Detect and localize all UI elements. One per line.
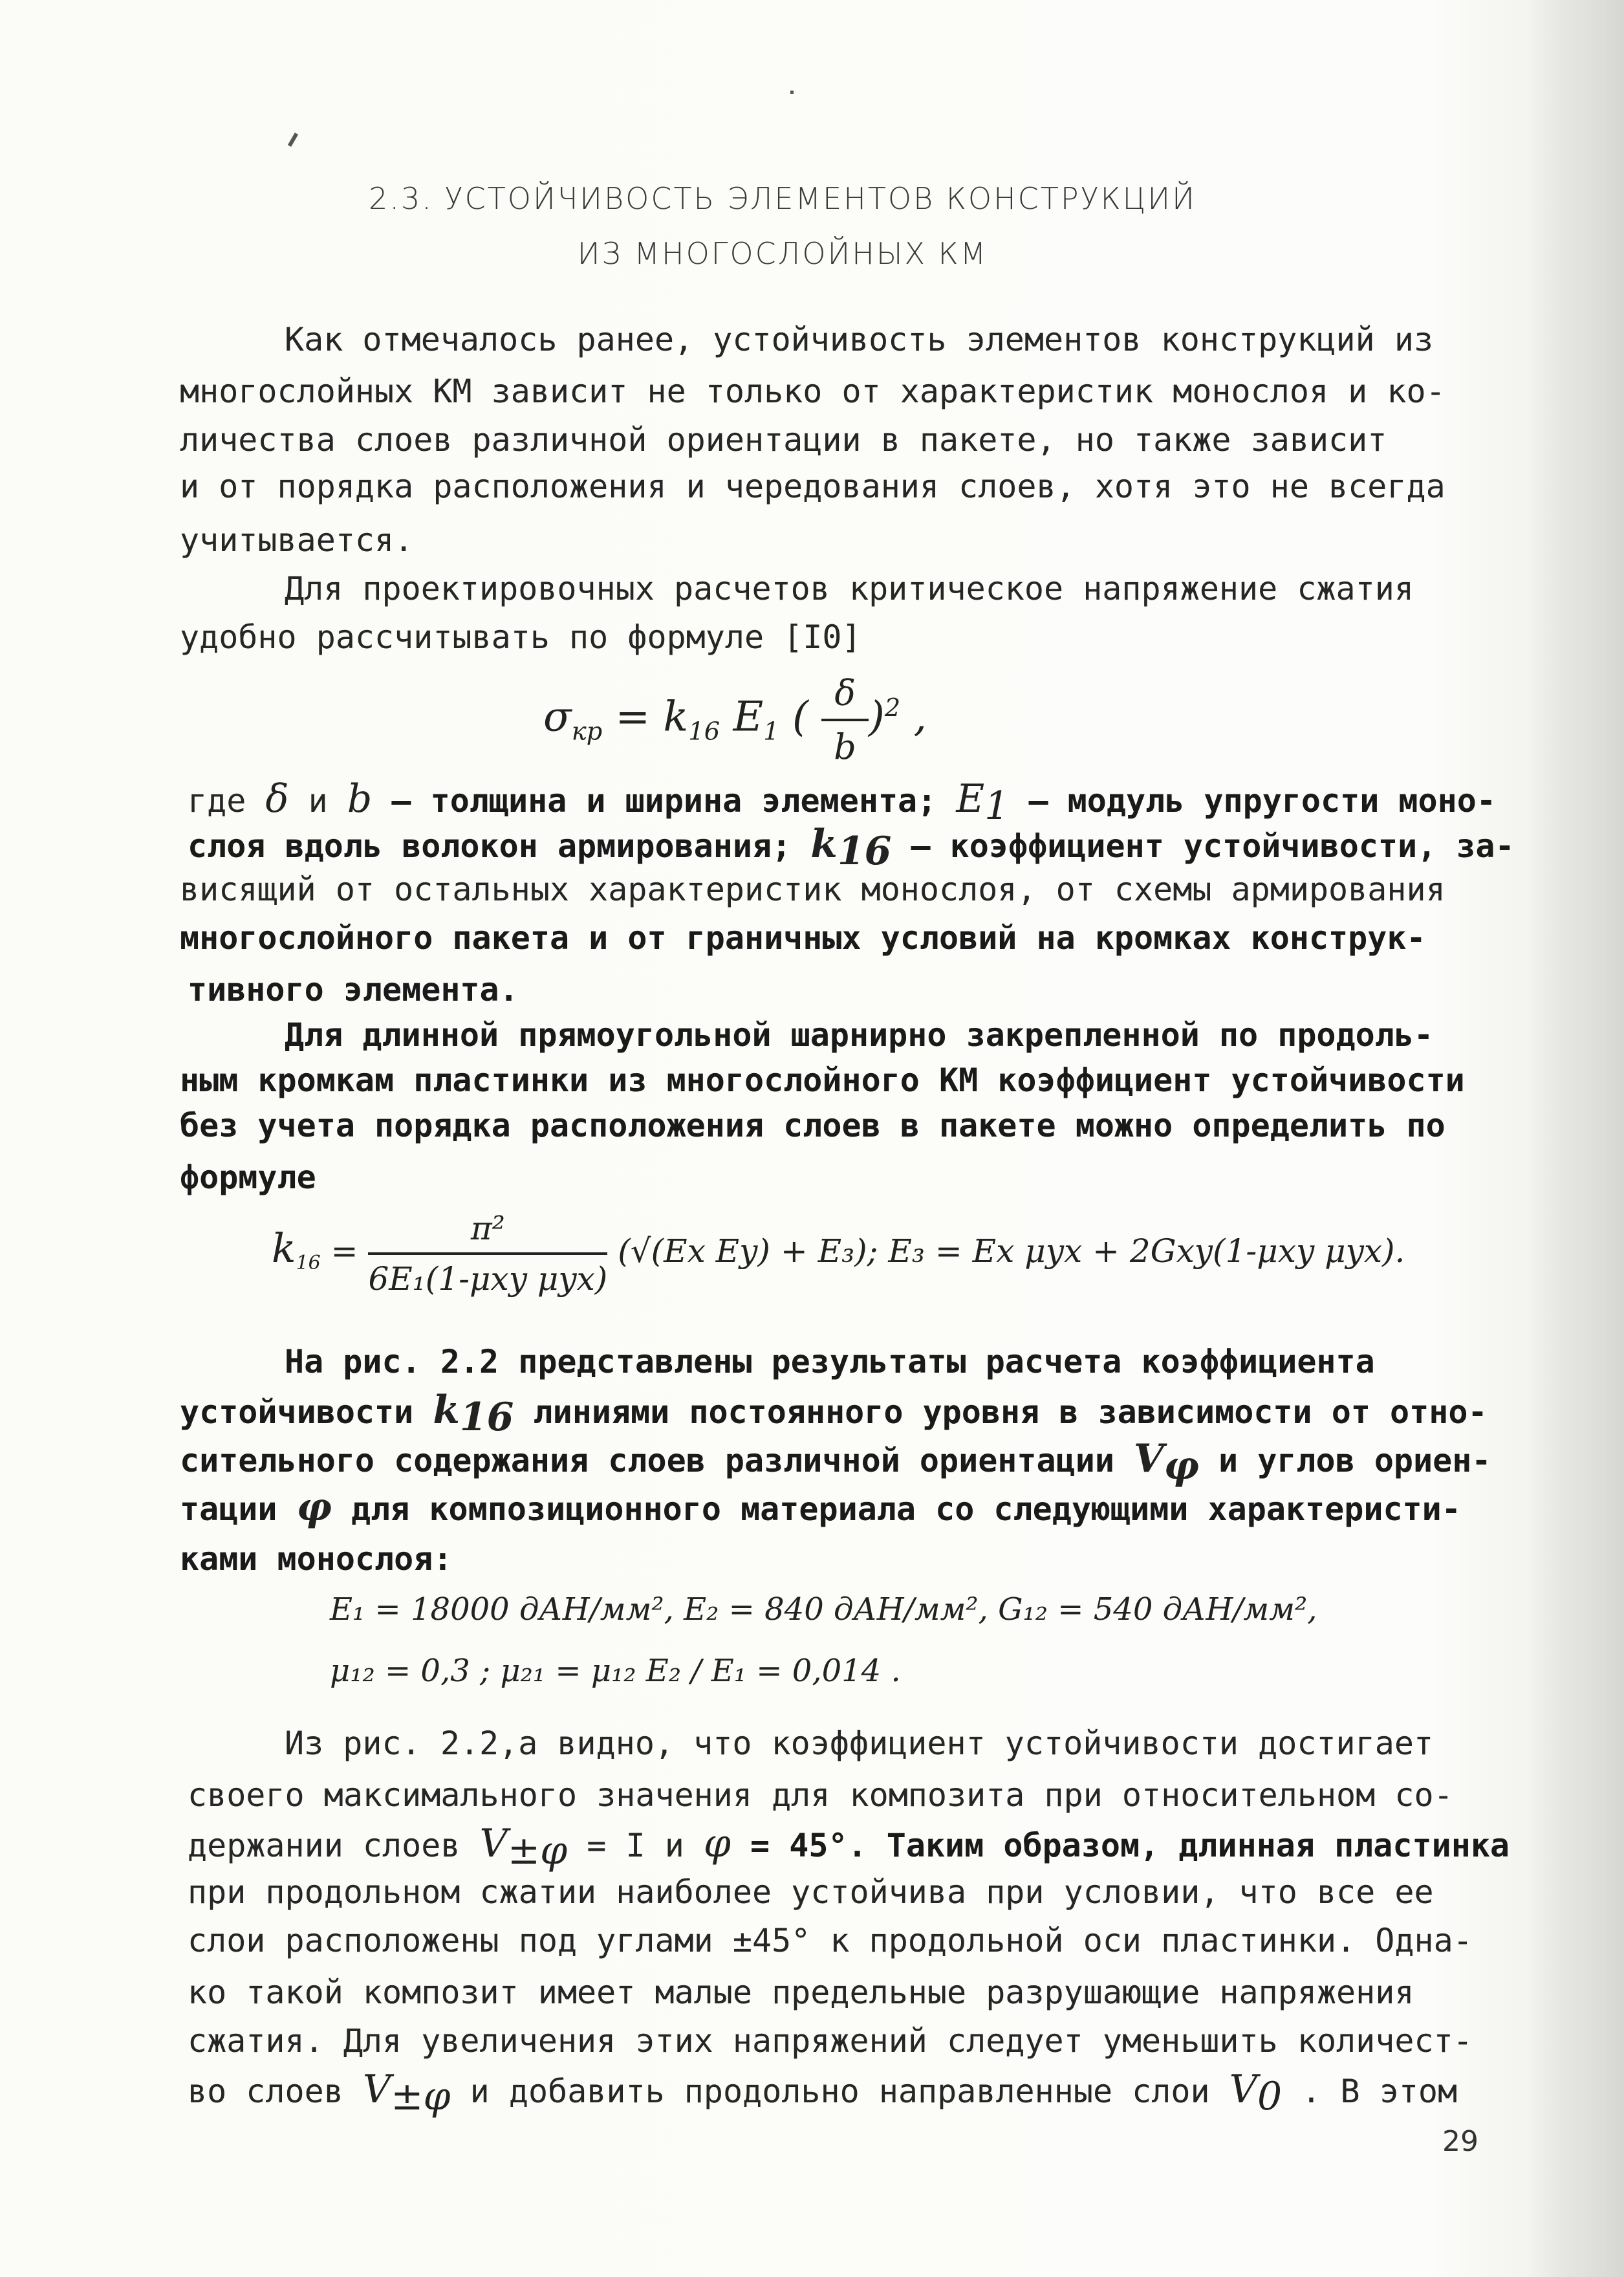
formula-fraction: $\frac{\delta}{b}$ xyxy=(821,673,869,767)
paragraph-1-line: Как отмечалось ранее, устойчивость элементов конструкций из xyxy=(285,321,1434,358)
page-number: 29 xyxy=(1442,2125,1478,2158)
paragraph-6-line: держании слоев $V_{\pm\varphi} = I$ и φ = 45°. Таким образом, длинная пластинка xyxy=(188,1821,1510,1873)
paragraph-1-line: учитывается. xyxy=(180,521,414,559)
paragraph-2-line: удобно рассчитывать по формуле [I0] xyxy=(180,618,861,656)
paragraph-4-line: формуле xyxy=(180,1159,316,1196)
paragraph-2-line: Для проектировочных расчетов критическое напряжение сжатия xyxy=(285,570,1414,607)
critical-stress-formula: $\sigma_{кр} = k_{16}$ $E_1$ ( $\frac{\delta}{b}$ )$^2$ , xyxy=(543,673,927,767)
paragraph-1-line: личества слоев различной ориентации в пакете, но также зависит xyxy=(180,421,1387,459)
paragraph-6-line: Из рис. 2.2,а видно, что коэффициент устойчивости достигает xyxy=(285,1725,1434,1762)
paragraph-5-line: На рис. 2.2 представлены результаты расчета коэффициента xyxy=(285,1343,1375,1380)
section-title-line-2: ИЗ МНОГОСЛОЙНЫХ КМ xyxy=(577,236,988,271)
paragraph-4-line: ным кромкам пластинки из многослойного КМ коэффициент устойчивости xyxy=(180,1062,1465,1099)
stability-coefficient-formula: $k_{16}$ = $\frac{\text{π²}}{\text{6E₁(1-μxy μyx)}}$ (√(Ex Ey) + E₃); E₃ = Ex μyx + 2Gxy(1-μxy μyx). xyxy=(272,1210,1405,1298)
monolayer-properties-line-2: μ₁₂ = 0,3 ; μ₂₁ = μ₁₂ E₂ / E₁ = 0,014 . xyxy=(330,1653,901,1689)
paragraph-3-line: многослойного пакета и от граничных условий на кромках конструк- xyxy=(180,919,1426,957)
paragraph-4-line: Для длинной прямоугольной шарнирно закрепленной по продоль- xyxy=(285,1016,1434,1054)
paragraph-1-line: многослойных КМ зависит не только от характеристик монослоя и ко- xyxy=(180,373,1445,410)
paragraph-6-line: при продольном сжатии наиболее устойчива при условии, что все ее xyxy=(188,1873,1434,1911)
monolayer-properties-line-1: E₁ = 18000 дАН/мм², E₂ = 840 дАН/мм², G₁₂ = 540 дАН/мм², xyxy=(330,1591,1317,1628)
paragraph-5-line: устойчивости $k_{16}$ линиями постоянного уровня в зависимости от отно- xyxy=(180,1388,1488,1440)
paragraph-6-line: сжатия. Для увеличения этих напряжений следует уменьшить количест- xyxy=(188,2022,1473,2060)
paragraph-6-line: ко такой композит имеет малые предельные разрушающие напряжения xyxy=(188,1974,1414,2011)
scan-speck xyxy=(790,91,794,94)
paragraph-1-line: и от порядка расположения и чередования слоев, хотя это не всегда xyxy=(180,468,1445,505)
paragraph-6-line: слои расположены под углами ±45° к продольной оси пластинки. Одна- xyxy=(188,1922,1473,1959)
paragraph-6-line: своего максимального значения для композита при относительном со- xyxy=(188,1776,1453,1814)
paragraph-3-line: где δ и b – толщина и ширина элемента; $E_1$ – модуль упругости моно- xyxy=(188,776,1496,829)
paragraph-3-line: висящий от остальных характеристик монослоя, от схемы армирования xyxy=(180,871,1445,908)
paragraph-5-line: ками монослоя: xyxy=(180,1540,453,1578)
paragraph-4-line: без учета порядка расположения слоев в пакете можно определить по xyxy=(180,1107,1445,1144)
section-title-line-1: 2.3. УСТОЙЧИВОСТЬ ЭЛЕМЕНТОВ КОНСТРУКЦИЙ xyxy=(369,181,1196,216)
paragraph-3-line: слоя вдоль волокон армирования; $k_{16}$ – коэффициент устойчивости, за- xyxy=(188,822,1515,874)
formula-fraction: $\frac{\text{π²}}{\text{6E₁(1-μxy μyx)}}$ xyxy=(368,1210,608,1298)
paragraph-5-line: тации φ для композиционного материала со следующими характеристи- xyxy=(180,1485,1461,1530)
paragraph-5-line: сительного содержания слоев различной ориентации $V_\varphi$ и углов ориен- xyxy=(180,1436,1491,1488)
paragraph-3-line: тивного элемента. xyxy=(188,971,519,1008)
paragraph-6-line: во слоев $V_{\pm\varphi}$ и добавить продольно направленные слои $V_0$ . В этом xyxy=(188,2067,1458,2119)
page-edge-shadow xyxy=(1527,0,1624,2277)
